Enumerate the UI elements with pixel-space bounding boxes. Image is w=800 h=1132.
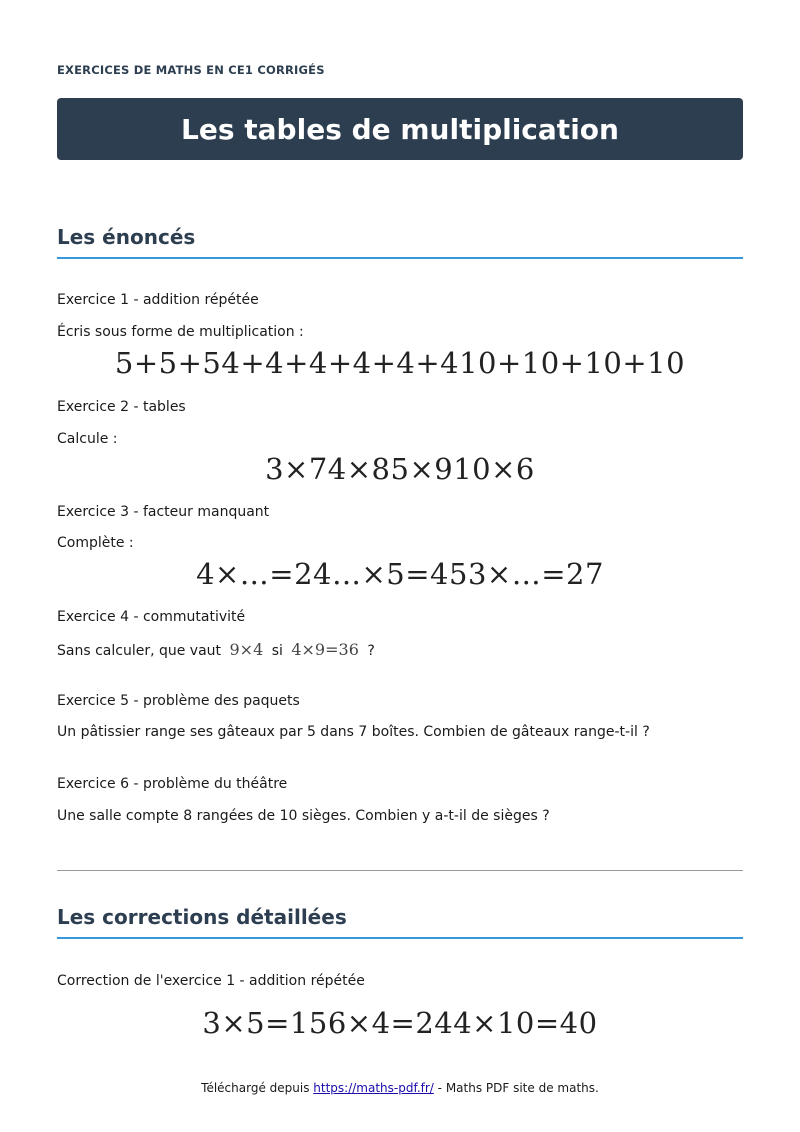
- section-title-statements: Les énoncés: [57, 225, 743, 259]
- exercise-5-instruction: Un pâtissier range ses gâteaux par 5 dans 7 boîtes. Combien de gâteaux range-t-il ?: [57, 724, 650, 740]
- exercise-4-math-b: 4×9=36: [291, 640, 359, 659]
- exercise-1-title: Exercice 1 - addition répétée: [57, 292, 259, 308]
- exercise-3-instruction: Complète :: [57, 535, 134, 551]
- exercise-1-instruction: Écris sous forme de multiplication :: [57, 324, 304, 340]
- exercise-1-math: 5+5+54+4+4+4+4+410+10+10+10: [114, 346, 686, 380]
- page-title: Les tables de multiplication: [181, 112, 619, 146]
- exercise-4-math-a: 9×4: [229, 640, 264, 659]
- exercise-4-instruction: [57, 640, 375, 659]
- section-title-corrections: Les corrections détaillées: [57, 905, 743, 939]
- exercise-3-title: Exercice 3 - facteur manquant: [57, 504, 270, 520]
- footer-suffix: - Maths PDF site de maths.: [437, 1081, 599, 1095]
- exercise-4-instruction-suffix: ?: [367, 643, 375, 659]
- document-kicker: EXERCICES DE MATHS EN CE1 CORRIGÉS: [57, 63, 325, 77]
- exercise-2-title: Exercice 2 - tables: [57, 399, 186, 415]
- correction-1-title: Correction de l'exercice 1 - addition répétée: [57, 973, 365, 989]
- exercise-2-instruction: Calcule :: [57, 431, 118, 447]
- exercise-4-instruction-prefix: Sans calculer, que vaut: [57, 643, 222, 659]
- section-divider: [57, 870, 743, 871]
- title-banner: [57, 98, 743, 160]
- exercise-2-math: 3×74×85×910×6: [265, 452, 535, 486]
- footer-link[interactable]: https://maths-pdf.fr/: [313, 1081, 434, 1095]
- exercise-3-math: 4×…=24…×5=453×…=27: [196, 557, 604, 591]
- exercise-6-instruction: Une salle compte 8 rangées de 10 sièges. Combien y a-t-il de sièges ?: [57, 808, 550, 824]
- exercise-6-title: Exercice 6 - problème du théâtre: [57, 776, 288, 792]
- footer-prefix: Téléchargé depuis: [201, 1081, 310, 1095]
- exercise-5-title: Exercice 5 - problème des paquets: [57, 693, 300, 709]
- page-footer: [0, 1081, 800, 1095]
- correction-1-math: 3×5=156×4=244×10=40: [202, 1006, 598, 1040]
- exercise-4-connector: si: [271, 643, 283, 659]
- exercise-4-title: Exercice 4 - commutativité: [57, 609, 246, 625]
